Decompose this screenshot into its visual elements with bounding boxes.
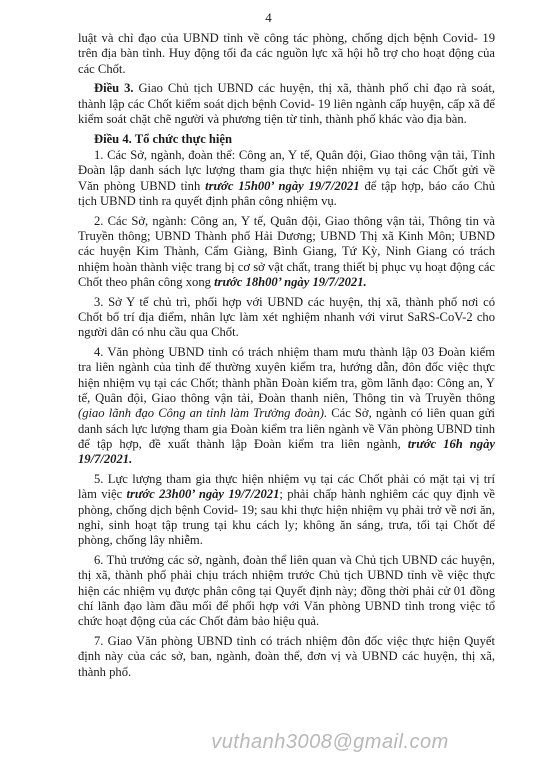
- item-1-text-end: để tập hợp, báo cáo Chủ tịch UBND tỉnh ra quyết định phân công nhiệm vụ.: [78, 178, 496, 208]
- paragraph-text: luật và chỉ đạo của UBND tỉnh về công tác phòng, chống dịch bệnh Covid- 19 trên địa bàn tỉnh. Huy động tối đa các nguồn lực xã hội hỗ trợ cho hoạt động của các Chốt.: [78, 31, 495, 76]
- item-4-text-cont: Các Sở, ngành có liên quan gửi danh sách lực lượng tham gia Đoàn kiểm tra liên ngành về Văn phòng UBND tỉnh để tập hợp, đề xuất thành lập Đoàn kiểm tra liên ngành,: [78, 406, 495, 451]
- item-5: [78, 472, 495, 548]
- item-1: [78, 148, 495, 209]
- article-3-label: Điều 3.: [94, 81, 134, 96]
- article-4-heading: Điều 4. Tổ chức thực hiện: [94, 131, 233, 146]
- item-4-text: 4. Văn phòng UBND tỉnh có trách nhiệm tham mưu thành lập 03 Đoàn kiểm tra liên ngành của tỉnh để thường xuyên kiểm tra, hướng dẫn, đôn đốc việc thực hiện nhiệm vụ tại các Chốt; thành phần Đoàn kiểm tra, gồm lãnh đạo: Công an, Y tế, Quân đội, Giao thông vận tải, Đoàn thanh niên, Thông tin và Truyền thông: [78, 345, 495, 406]
- item-3-text: 3. Sở Y tế chủ trì, phối hợp với UBND các huyện, thị xã, thành phố nơi có Chốt bố trí địa điểm, nhân lực làm xét nghiệm nhanh với virut SaRS-CoV-2 cho người dân có nhu cầu qua Chốt.: [78, 294, 495, 340]
- page-number: 4: [265, 10, 272, 25]
- item-6-text: 6. Thủ trưởng các sở, ngành, đoàn thể liên quan và Chủ tịch UBND các huyện, thị xã, thành phố phải chịu trách nhiệm trước Chủ tịch UBND tỉnh về việc thực hiện các nhiệm vụ được phân công tại Quyết định này; đồng thời phải cử 01 đồng chí lãnh đạo làm đầu mối để phối hợp với Văn phòng UBND tỉnh trong việc tổ chức hoạt động của các Chốt đảm bảo hiệu quả.: [78, 553, 495, 629]
- item-7-text: 7. Giao Văn phòng UBND tỉnh có trách nhiệm đôn đốc việc thực hiện Quyết định này của các sở, ban, ngành, đoàn thể, đơn vị và UBND các huyện, thị xã, thành phố.: [78, 633, 495, 679]
- item-6: [78, 553, 495, 629]
- paragraph-continuation: [78, 31, 495, 77]
- item-3: [78, 295, 495, 341]
- watermark-email: vuthanh3008@gmail.com: [211, 731, 449, 753]
- item-5-text-end: ; phải chấp hành nghiêm các quy định về phòng, chống dịch bệnh Covid- 19; sau khi thực hiện nhiệm vụ phải trở về nơi ăn, nghỉ, sinh hoạt tập trung tại khu cách ly; không ăn sáng, trưa, tối tại Chốt để phòng, chống lây nhiễm.: [78, 487, 495, 548]
- article-3-text: Giao Chủ tịch UBND các huyện, thị xã, thành phố chỉ đạo rà soát, thành lập các Chốt kiểm soát dịch bệnh Covid- 19 liên ngành cấp huyện, cấp xã để kiểm soát chặt chẽ người và phương tiện từ tỉnh, thành phố khác vào địa bàn.: [78, 81, 495, 126]
- item-4-deadline: trước 16h ngày 19/7/2021.: [78, 436, 495, 467]
- item-5-deadline: trước 23h00’ ngày 19/7/2021: [126, 487, 280, 502]
- document-body: [78, 31, 495, 684]
- item-5-text: 5. Lực lượng tham gia thực hiện nhiệm vụ tại các Chốt phải có mặt tại vị trí làm việc: [78, 472, 495, 502]
- item-2-deadline: trước 18h00’ ngày 19/7/2021.: [214, 274, 367, 289]
- item-1-deadline: trước 15h00’ ngày 19/7/2021: [205, 178, 360, 193]
- item-4: [78, 345, 495, 467]
- item-2: [78, 214, 495, 290]
- item-2-text: 2. Các Sở, ngành: Công an, Y tế, Quân đội, Giao thông vận tải, Thông tin và Truyền thông; UBND Thành phố Hải Dương; UBND Thị xã Kinh Môn; UBND các huyện Kim Thành, Cẩm Giàng, Bình Giang, Tứ Kỳ, Ninh Giang có trách nhiệm hoàn thành việc trang bị cơ sở vật chất, trang thiết bị phục vụ hoạt động các Chốt theo phân công xong: [78, 213, 495, 289]
- item-7: [78, 634, 495, 680]
- item-4-note: (giao lãnh đạo Công an tỉnh làm Trưởng đoàn).: [78, 406, 328, 421]
- item-1-text: 1. Các Sở, ngành, đoàn thể: Công an, Y tế, Quân đội, Giao thông vận tải, Tỉnh Đoàn lập danh sách lực lượng tham gia thực hiện nhiệm vụ tại các Chốt gửi về Văn phòng UBND tỉnh: [78, 148, 495, 193]
- article-3: [78, 81, 495, 127]
